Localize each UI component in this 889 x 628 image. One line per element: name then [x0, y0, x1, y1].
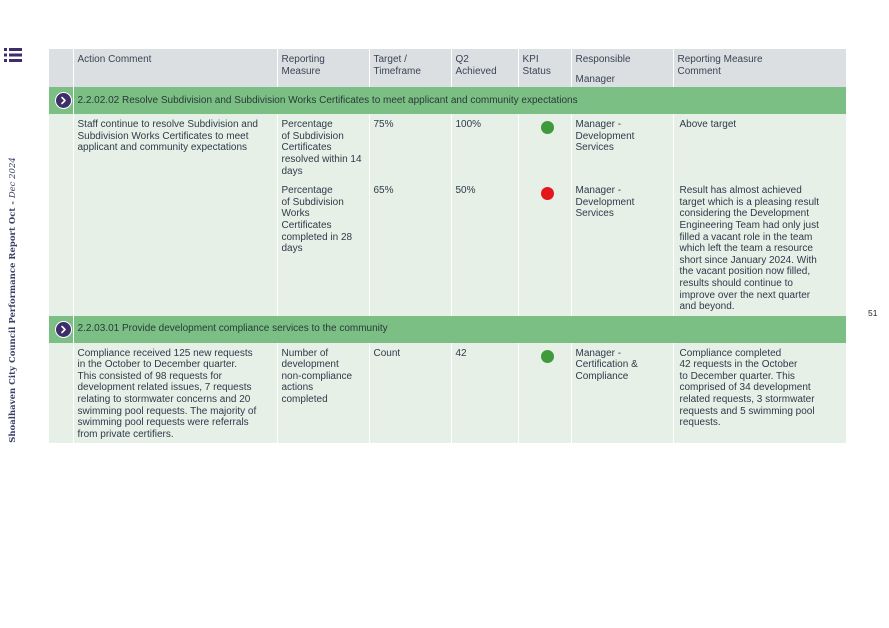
cell-line: Manager -	[575, 347, 622, 359]
cell-line: to December quarter. This	[679, 370, 795, 382]
cell-line: development	[281, 359, 339, 371]
header-target: Target / Timeframe	[369, 49, 451, 87]
achieved-cell: 50%	[451, 180, 518, 316]
cell-line: short since January 2024. With	[679, 254, 817, 266]
header-achieved: Q2 Achieved	[451, 49, 518, 87]
cell-line: requests and 5 swimming pool	[679, 405, 815, 417]
cell-line: days	[281, 165, 303, 177]
measure-comment-cell	[673, 180, 846, 316]
cell-line: Services	[575, 142, 614, 154]
cell-line: and beyond.	[679, 301, 735, 313]
action-comment-cell	[73, 114, 277, 180]
section-title: 2.2.03.01 Provide development compliance services to the community	[77, 323, 388, 335]
cell-line: Number of	[281, 347, 329, 359]
kpi-status-cell	[518, 114, 571, 180]
cell-line: 42 requests in the October	[679, 359, 798, 371]
cell-line: considering the Development	[679, 208, 810, 220]
section-title-cell	[73, 316, 846, 343]
cell-line: Compliance completed	[679, 347, 782, 359]
cell-line: development related issues, 7 requests	[77, 382, 252, 394]
cell-line: completed	[281, 394, 328, 406]
kpi-status-indicator	[541, 187, 554, 200]
cell-line: Subdivision Works Certificates to meet	[77, 130, 249, 142]
cell-line: relating to stormwater concerns and 20	[77, 394, 251, 406]
row-lead-cell	[49, 343, 73, 444]
cell-line: of Subdivision	[281, 130, 344, 142]
cell-line: Manager -	[575, 119, 622, 131]
cell-line: in the October to December quarter.	[77, 359, 238, 371]
header-action-comment: Action Comment	[73, 49, 277, 87]
reporting-measure-cell	[277, 180, 369, 316]
kpi-status-indicator	[541, 350, 554, 363]
section-title-cell	[73, 87, 846, 114]
menu-icon[interactable]	[4, 47, 22, 63]
cell-line: Compliance	[575, 370, 629, 382]
measure-comment-cell	[673, 114, 846, 180]
cell-line: non-compliance	[281, 370, 353, 382]
cell-line: Services	[575, 208, 614, 220]
achieved-cell: 42	[451, 343, 518, 444]
kpi-status-cell	[518, 180, 571, 316]
row-lead-cell	[49, 114, 73, 180]
cell-line: target which is a pleasing result	[679, 196, 820, 208]
table-header-row	[49, 49, 846, 87]
cell-line: results should continue to	[679, 277, 793, 289]
target-cell: 65%	[369, 180, 451, 316]
cell-line: from private certifiers.	[77, 428, 174, 440]
cell-line: improve over the next quarter	[679, 289, 811, 301]
kpi-status-cell	[518, 343, 571, 444]
section-row	[49, 87, 846, 114]
cell-line: Certificates	[281, 219, 332, 231]
section-toggle-cell	[49, 316, 73, 343]
cell-line: Percentage	[281, 119, 333, 131]
action-comment-cell	[73, 343, 277, 444]
responsible-manager-cell	[571, 343, 673, 444]
table-row	[49, 343, 846, 444]
cell-line: swimming pool requests. The majority of	[77, 405, 257, 417]
section-row	[49, 316, 846, 343]
cell-line: Manager -	[575, 185, 622, 197]
header-responsible-manager: Responsible Manager	[571, 49, 673, 87]
header-reporting-measure: Reporting Measure	[277, 49, 369, 87]
cell-line: comprised of 34 development	[679, 382, 811, 394]
achieved-cell: 100%	[451, 114, 518, 180]
cell-line: This consisted of 98 requests for	[77, 370, 223, 382]
table-row	[49, 114, 846, 180]
cell-line: Works	[281, 208, 310, 220]
document-title	[8, 157, 18, 443]
cell-line: of Subdivision	[281, 196, 344, 208]
header-measure-comment: Reporting Measure Comment	[673, 49, 846, 87]
responsible-manager-cell	[571, 114, 673, 180]
chevron-right-icon[interactable]	[55, 321, 72, 338]
target-cell: 75%	[369, 114, 451, 180]
cell-line: Development	[575, 196, 635, 208]
cell-line: actions	[281, 382, 314, 394]
cell-line: filled a vacant role in the team	[679, 231, 813, 243]
performance-table	[49, 49, 847, 443]
reporting-measure-cell	[277, 343, 369, 444]
cell-line: which left the team a resource	[679, 243, 813, 255]
kpi-status-indicator	[541, 121, 554, 134]
table-row	[49, 180, 846, 316]
row-lead-cell	[49, 180, 73, 316]
cell-line: resolved within 14	[281, 153, 362, 165]
cell-line: completed in 28	[281, 231, 353, 243]
cell-line: Development	[575, 130, 635, 142]
cell-line: Above target	[679, 119, 737, 131]
measure-comment-cell	[673, 343, 846, 444]
document-title-main: Shoalhaven City Council Performance Report Oct -	[8, 201, 18, 443]
document-title-period: Dec 2024	[8, 157, 18, 199]
cell-line: Percentage	[281, 185, 333, 197]
page-number: 51	[868, 308, 878, 318]
target-cell: Count	[369, 343, 451, 444]
cell-line: applicant and community expectations	[77, 142, 248, 154]
chevron-right-icon[interactable]	[55, 92, 72, 109]
section-title: 2.2.02.02 Resolve Subdivision and Subdivision Works Certificates to meet applicant and community expectations	[77, 94, 578, 106]
cell-line: days	[281, 243, 303, 255]
header-kpi-status: KPI Status	[518, 49, 571, 87]
cell-line: the vacant position now filled,	[679, 266, 811, 278]
section-toggle-cell	[49, 87, 73, 114]
cell-line: swimming pool requests were referrals	[77, 417, 249, 429]
responsible-manager-cell	[571, 180, 673, 316]
cell-line: Staff continue to resolve Subdivision and	[77, 119, 258, 131]
cell-line: Engineering Team had only just	[679, 219, 819, 231]
reporting-measure-cell	[277, 114, 369, 180]
cell-line: Certification &	[575, 359, 638, 371]
header-blank	[49, 49, 73, 87]
cell-line: Certificates	[281, 142, 332, 154]
cell-line: Result has almost achieved	[679, 185, 802, 197]
cell-line: related requests, 3 stormwater	[679, 394, 815, 406]
action-comment-cell	[73, 180, 277, 316]
cell-line: Compliance received 125 new requests	[77, 347, 253, 359]
cell-line: requests.	[679, 417, 721, 429]
